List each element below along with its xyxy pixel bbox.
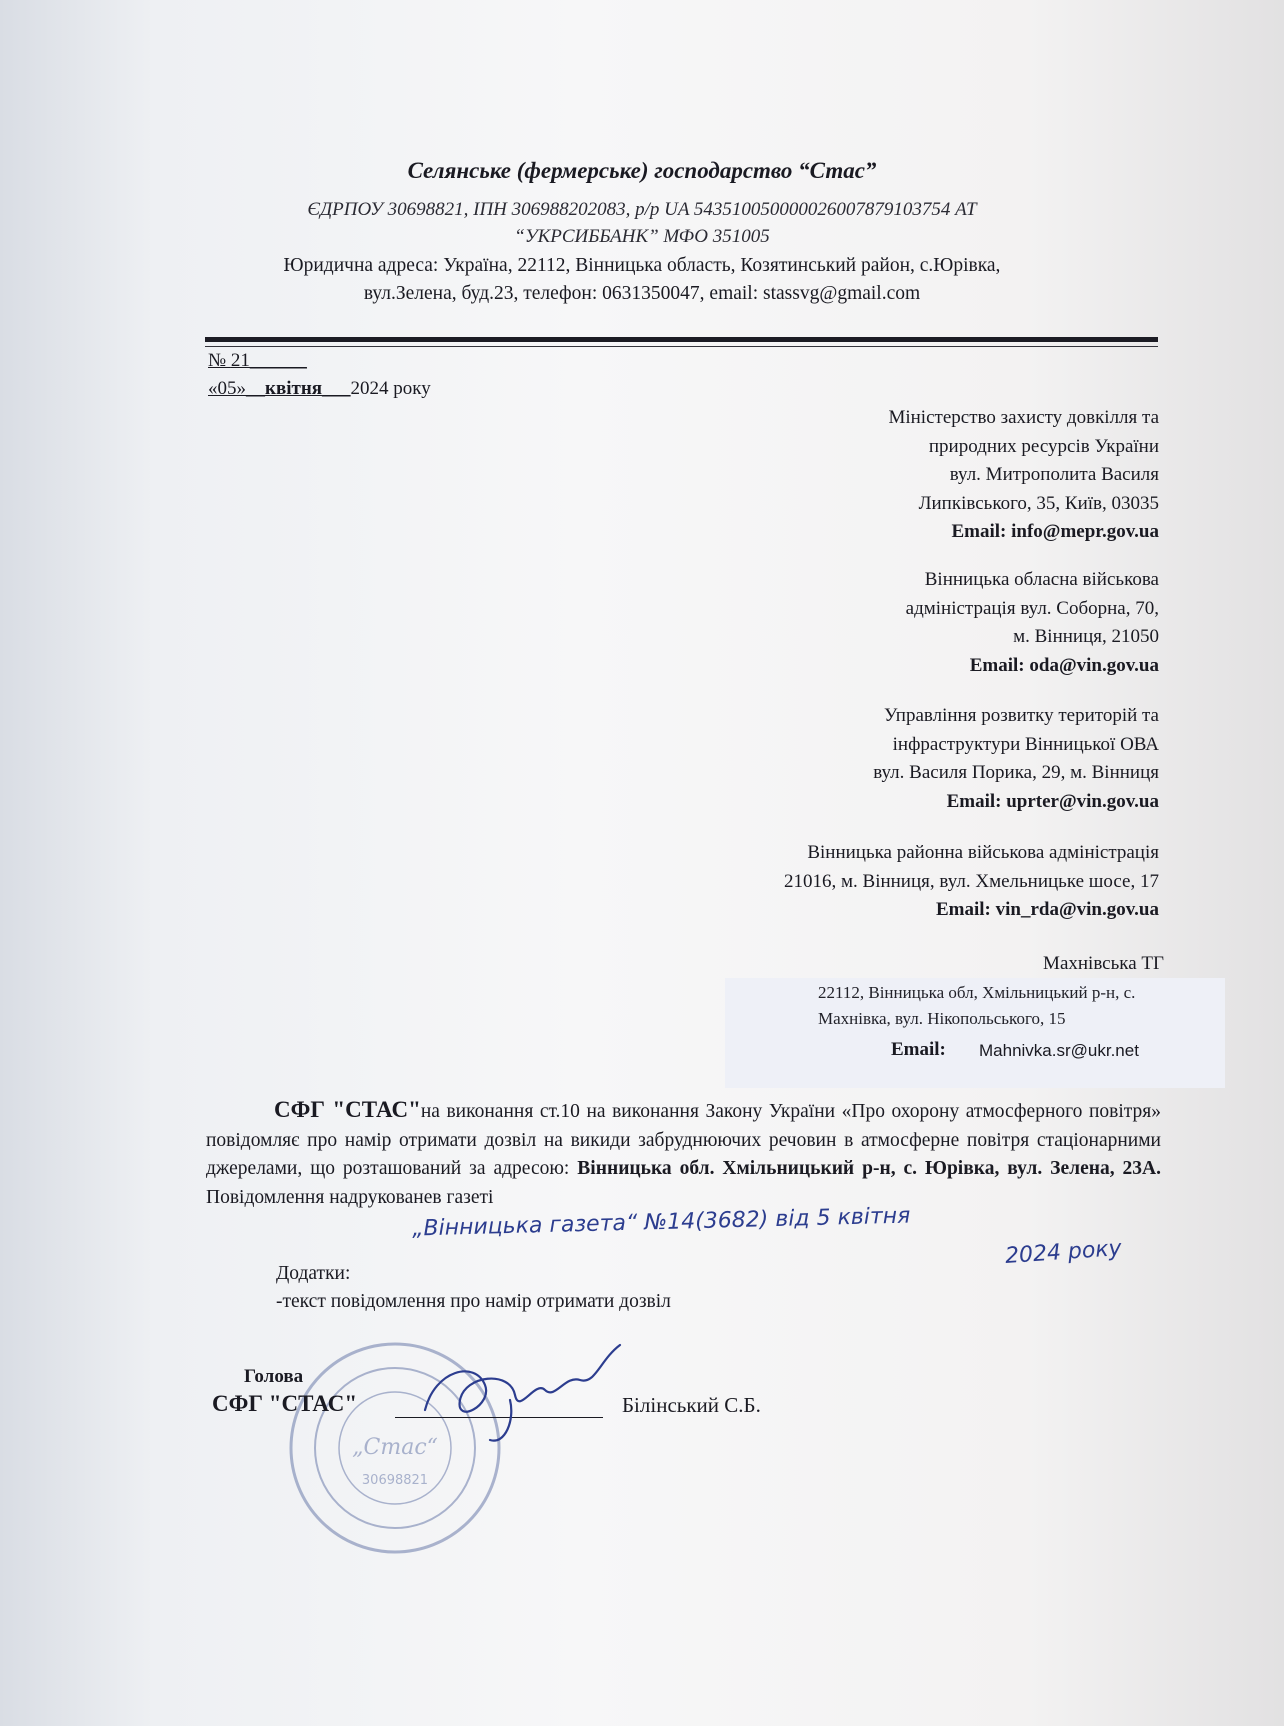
recipient-ministry: Міністерство захисту довкілля та природних ресурсів України вул. Митрополита Василя Липківського, 35, Київ, 03035 Email: info@mepr.gov.ua — [888, 404, 1159, 547]
notice-address: Вінницька обл. Хмільницький р-н, с. Юрівка, вул. Зелена, 23А. — [577, 1158, 1161, 1179]
recipient-email: Email: vin_rda@vin.gov.ua — [935, 899, 1159, 920]
notice-body: СФГ "СТАС"на виконання ст.10 на виконання Закону України «Про охорону атмосферного повітря» повідомляє про намір отримати дозвіл на викиди забруднюючих речовин в атмосферне повітря стаціонарними джерелами, що розташований за адресою: Вінницька обл. Хмільницький р-н, с. Юрівка, вул. Зелена, 23А. Повідомлення надрукованев газеті — [206, 1097, 1161, 1208]
makhnivka-email-label: Email: — [891, 1039, 946, 1060]
letterhead-title: Селянське (фермерське) господарство “Стас” — [407, 158, 877, 183]
recipient-email: Email: oda@vin.gov.ua — [969, 654, 1159, 676]
stamp-code: 30698821 — [361, 1473, 429, 1488]
outgoing-number: № 21______ — [208, 350, 307, 371]
makhnivka-email: Mahnivka.sr@ukr.net — [979, 1041, 1139, 1060]
recipient-raion-administration: Вінницька районна військова адміністрація 21016, м. Вінниця, вул. Хмельницьке шосе, 17 Email: vin_rda@vin.gov.ua — [784, 839, 1159, 925]
registration-line-2: “УКРСИББАНК” МФО 351005 — [514, 226, 770, 247]
registration-line-1: ЄДРПОУ 30698821, ІПН 306988202083, р/р UA 543510050000026007879103754 АТ — [307, 199, 977, 220]
recipient-territory-department: Управління розвитку територій та інфраструктури Вінницької ОВА вул. Василя Порика, 29, м. Вінниця Email: uprter@vin.gov.ua — [873, 702, 1159, 816]
attachments-heading: Додатки: — [276, 1263, 351, 1284]
handwritten-year: 2024 року — [1004, 1235, 1123, 1270]
legal-address-line-2: вул.Зелена, буд.23, телефон: 0631350047, email: stassvg@gmail.com — [363, 283, 921, 304]
notice-org: СФГ "СТАС" — [274, 1097, 421, 1122]
header-divider-thin — [205, 346, 1158, 347]
recipient-email: Email: info@mepr.gov.ua — [951, 521, 1159, 542]
signer-position: Голова — [244, 1366, 304, 1387]
recipient-makhnivka-address: 22112, Вінницька обл, Хмільницький р-н, с. Махнівка, вул. Нікопольського, 15 — [818, 983, 1136, 1028]
signer-name: Білінський С.Б. — [622, 1393, 761, 1417]
handwritten-signature — [415, 1340, 635, 1450]
recipient-makhnivka-name: Махнівська ТГ — [1043, 953, 1164, 974]
outgoing-date: «05»__квітня___2024 року — [208, 378, 431, 399]
stamp-center-text: „Стас“ — [352, 1435, 438, 1460]
attachment-item: -текст повідомлення про намір отримати дозвіл — [276, 1291, 671, 1312]
header-divider-thick — [205, 337, 1158, 342]
handwritten-newspaper-reference: „Вінницька газета“ №14(3682) від 5 квітня — [411, 1203, 911, 1242]
signer-org: СФГ "СТАС" — [212, 1391, 358, 1416]
recipient-oblast-administration: Вінницька обласна військова адміністрація вул. Соборна, 70, м. Вінниця, 21050 Email: oda@vin.gov.ua — [906, 566, 1159, 680]
recipient-email: Email: uprter@vin.gov.ua — [946, 790, 1159, 812]
legal-address-line-1: Юридична адреса: Україна, 22112, Вінницька область, Козятинський район, с.Юрівка, — [283, 255, 1001, 276]
